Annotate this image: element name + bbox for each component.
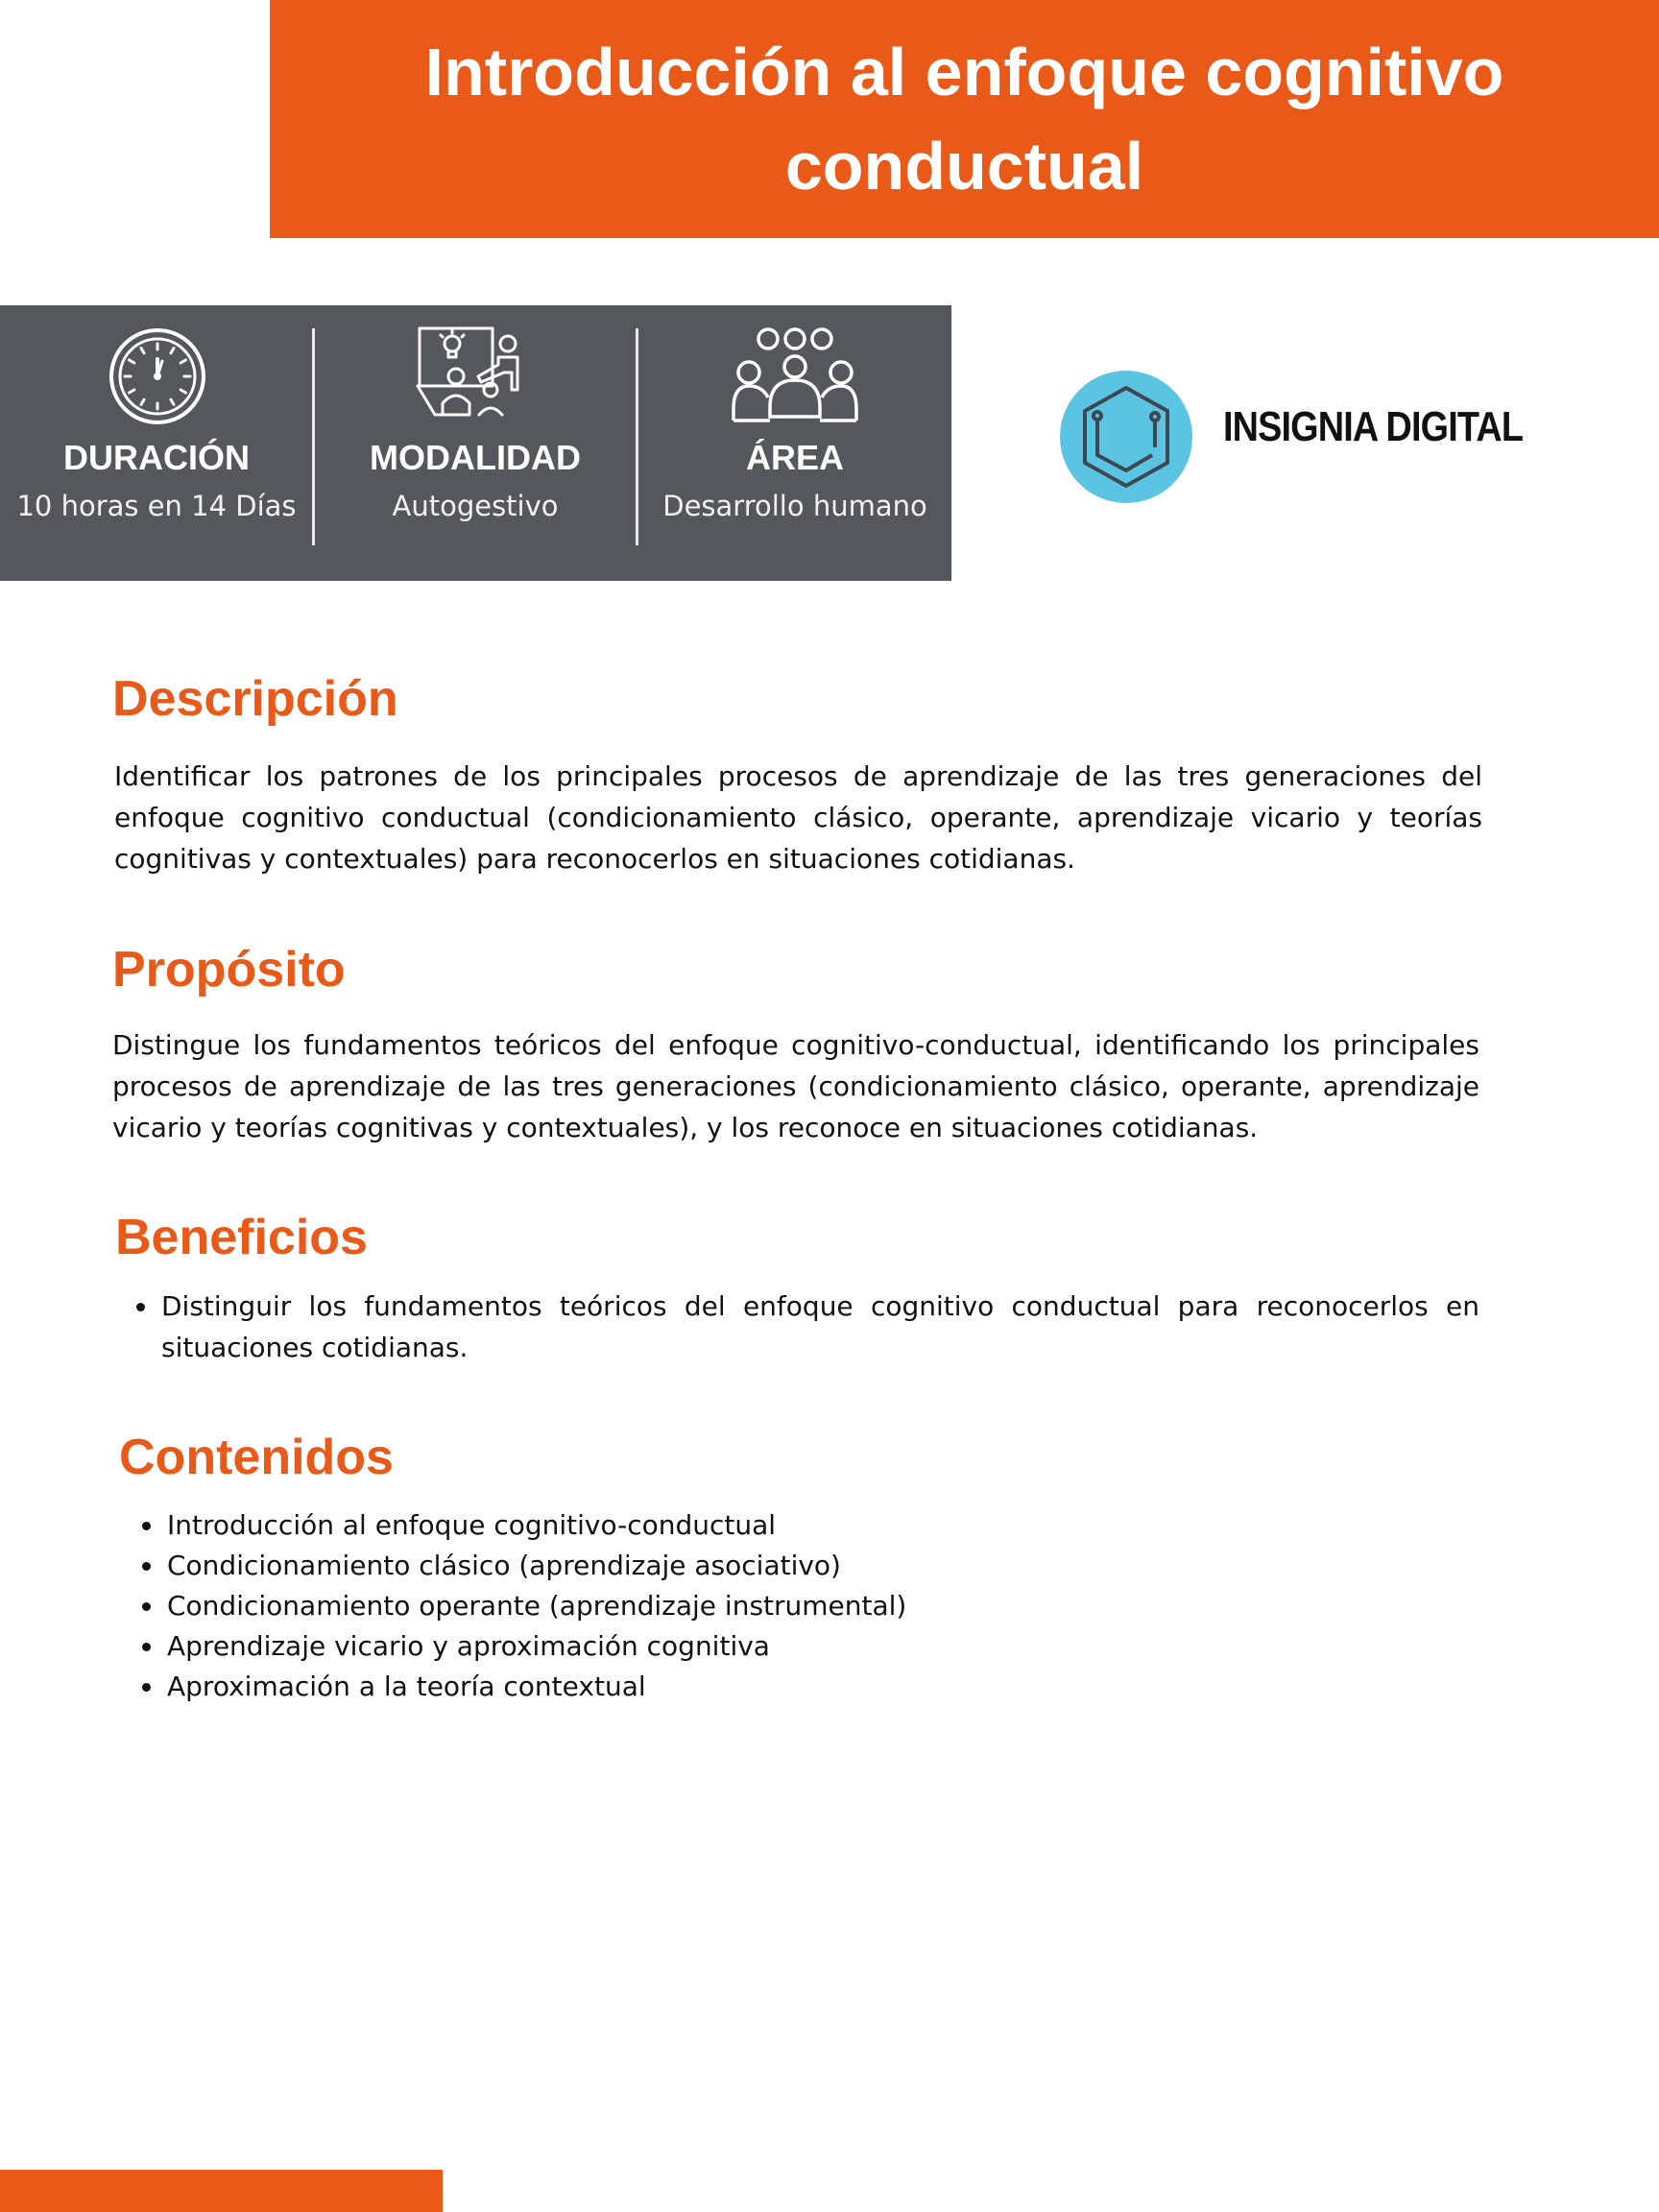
- duration-info: [0, 305, 313, 581]
- beneficios-list: [113, 1286, 1479, 1368]
- area-label: ÁREA: [745, 438, 844, 477]
- section-title-proposito: Propósito: [112, 942, 346, 998]
- footer-accent-bar: [0, 2170, 443, 2212]
- list-item: • Distinguir los fundamentos teóricos del enfoque cognitivo conductual para reconocerlos en situaciones cotidianas.: [159, 1286, 1479, 1368]
- descripcion-text: Identificar los patrones de los principales procesos de aprendizaje de las tres generaciones del enfoque cognitivo conductual (condicionamiento clásico, operante, aprendizaje vicario y teorías cognitivas y contextuales) para reconocerlos en situaciones cotidianas.: [114, 760, 1482, 875]
- section-title-descripcion: Descripción: [112, 671, 398, 727]
- modality-value: Autogestivo: [392, 490, 559, 522]
- modality-info: [315, 305, 636, 581]
- clock-icon: [108, 326, 207, 426]
- duration-label: DURACIÓN: [63, 438, 250, 477]
- duration-value: 10 horas en 14 Días: [16, 490, 297, 522]
- course-info-panel: [0, 305, 951, 581]
- section-title-contenidos: Contenidos: [119, 1430, 394, 1485]
- hexagon-circuit-icon: [1060, 371, 1192, 503]
- list-item: • Aproximación a la teoría contextual: [165, 1667, 1413, 1707]
- page-title: Introducción al enfoque cognitivo conductual: [424, 35, 1504, 204]
- badge-title: INSIGNIA DIGITAL: [1223, 403, 1524, 450]
- group-people-icon: [732, 326, 858, 426]
- list-item: • Condicionamiento clásico (aprendizaje asociativo): [165, 1546, 1413, 1586]
- area-info: [638, 305, 951, 581]
- section-title-beneficios: Beneficios: [115, 1210, 368, 1265]
- badge-logo: [1060, 371, 1192, 503]
- modality-label: MODALIDAD: [370, 438, 581, 477]
- presentation-icon: [416, 326, 535, 426]
- list-item: • Introducción al enfoque cognitivo-conductual: [165, 1505, 1413, 1546]
- list-item: • Condicionamiento operante (aprendizaje instrumental): [165, 1586, 1413, 1626]
- contenidos-list: [119, 1505, 1413, 1707]
- title-banner: [270, 0, 1659, 238]
- list-item: • Aprendizaje vicario y aproximación cognitiva: [165, 1626, 1413, 1667]
- proposito-text: Distingue los fundamentos teóricos del enfoque cognitivo-conductual, identificando los principales procesos de aprendizaje de las tres generaciones (condicionamiento clásico, operante, aprendizaje vicario y teorías cognitivas y contextuales), y los reconoce en situaciones cotidianas.: [112, 1029, 1479, 1143]
- area-value: Desarrollo humano: [662, 490, 927, 522]
